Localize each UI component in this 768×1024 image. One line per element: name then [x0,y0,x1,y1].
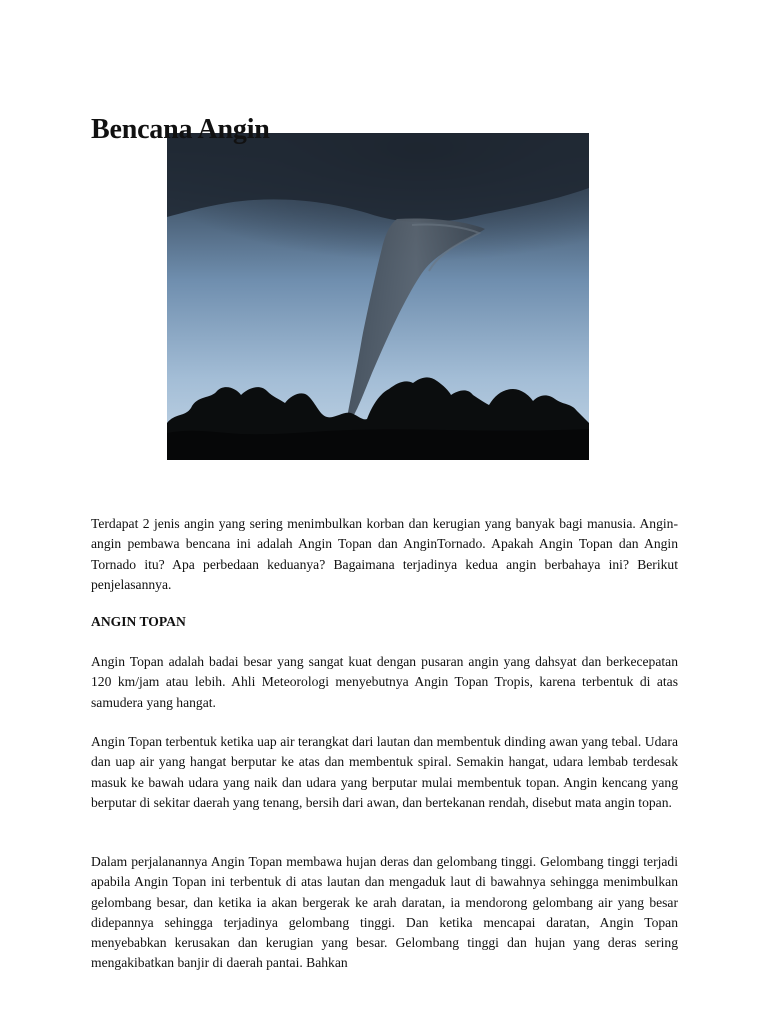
paragraph-text: Dalam perjalanannya Angin Topan membawa hujan deras dan gelombang tinggi. Gelombang tinggi terjadi apabila Angin Topan ini terbentuk di atas lautan dan mengaduk laut di bawahnya sehingga menimbulkan gelombang besar, dan ketika ia akan bergerak ke arah daratan, ia mendorong gelombang air yang besar didepannya sehingga terjadinya gelombang tinggi. Dan ketika mencapai daratan, Angin Topan menyebabkan kerusakan dan kerugian yang besar. Gelombang tinggi dan hujan yang deras sering mengakibatkan banjir di daerah pantai. Bahkan [91,854,678,971]
paragraph-text: Terdapat 2 jenis angin yang sering menimbulkan korban dan kerugian yang banyak bagi manusia. Angin-angin pembawa bencana ini adalah Angin Topan dan AnginTornado. Apakah Angin Topan dan Angin Tornado itu? Apa perbedaan keduanya? Bagaimana terjadinya kedua angin berbahaya ini? Berikut penjelasannya. [91,516,678,592]
paragraph-text: Angin Topan adalah badai besar yang sangat kuat dengan pusaran angin yang dahsyat dan berkecepatan 120 km/jam atau lebih. Ahli Meteorologi menyebutnya Angin Topan Tropis, karena terbentuk di atas samudera yang hangat. [91,654,678,710]
document-title: Bencana Angin [91,114,270,145]
paragraph-text: Angin Topan terbentuk ketika uap air terangkat dari lautan dan membentuk dinding awan yang tebal. Udara dan uap air yang hangat berputar ke atas dan membentuk spiral. Semakin hangat, udara lembab terdesak masuk ke bawah udara yang naik dan udara yang berputar mulai membentuk topan. Angin kencang yang berputar di sekitar daerah yang tenang, bersih dari awan, dan bertekanan rendah, disebut mata angin topan. [91,734,678,810]
section-heading: ANGIN TOPAN [91,614,186,629]
body-paragraph-1 [91,652,678,713]
body-paragraph-2 [91,732,678,813]
body-paragraph-3 [91,852,678,974]
tornado-photo [167,133,589,460]
intro-paragraph [91,514,678,595]
